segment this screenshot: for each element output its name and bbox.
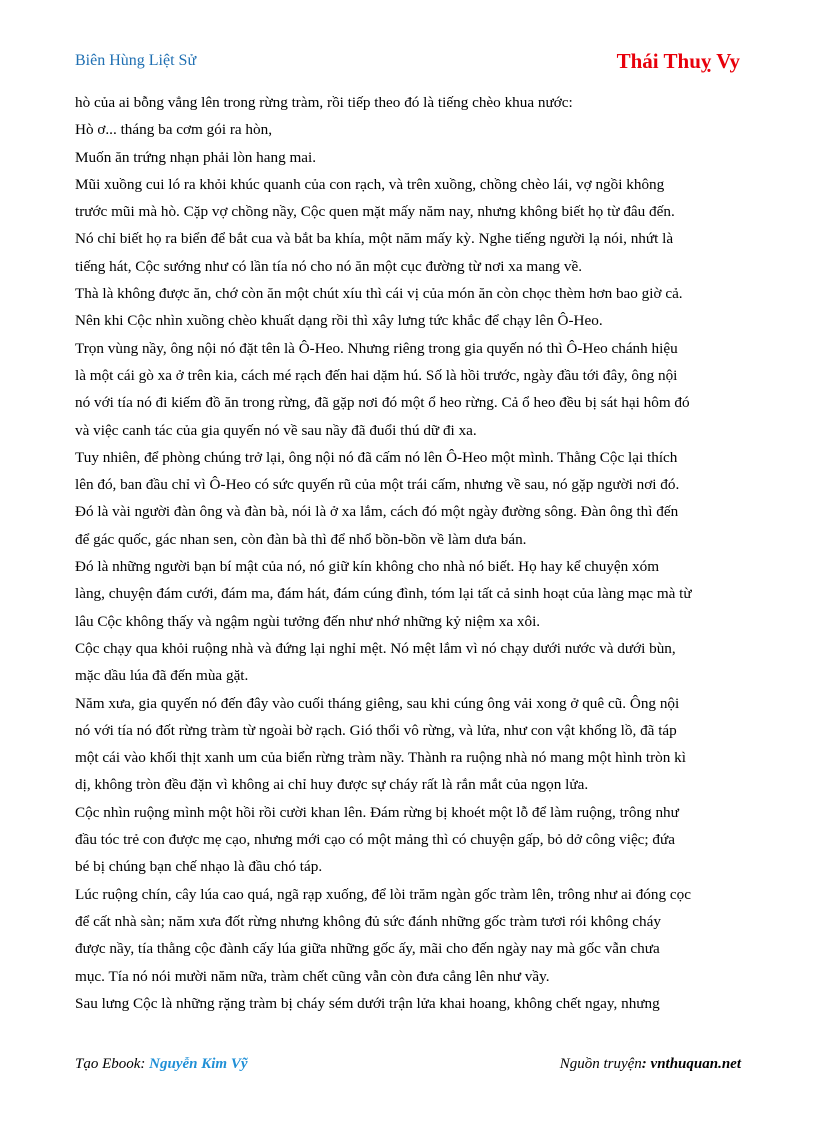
body-line: nó với tía nó đi kiếm đồ ăn trong rừng, đã gặp nơi đó một ổ heo rừng. Cả ổ heo đều bị sát hại hôm đó [75, 394, 690, 412]
body-line: Lúc ruộng chín, cây lúa cao quá, ngã rạp xuống, để lòi trăm ngàn gốc tràm lên, trông như ai đóng cọc [75, 885, 691, 903]
body-line: Đó là những người bạn bí mật của nó, nó giữ kín không cho nhà nó biết. Họ hay kể chuyện xóm [75, 558, 660, 576]
body-line: hò của ai bỗng vẳng lên trong rừng tràm, rồi tiếp theo đó là tiếng chèo khua nước: [75, 94, 573, 111]
footer-ebook-label: Tạo Ebook [75, 1056, 141, 1072]
page-body [75, 93, 745, 1021]
body-line: Mũi xuồng cui ló ra khỏi khúc quanh của con rạch, và trên xuồng, chồng chèo lái, vợ ngồi không [75, 175, 665, 193]
body-line: Sau lưng Cộc là những rặng tràm bị cháy sém dưới trận lửa khai hoang, không chết ngay, nhưng [75, 994, 660, 1012]
body-line: đầu tóc trẻ con được mẹ cạo, nhưng mới cạo có một mảng thì có chuyện gấp, bỏ dở công việc; đứa [75, 831, 676, 849]
body-line: bé bị chúng bạn chế nhạo là đầu chó táp. [75, 858, 323, 876]
body-line: mục. Tía nó nói mười năm nữa, tràm chết cũng vẫn còn đưa cẳng lên như vầy. [75, 967, 550, 985]
body-line: lên đó, ban đầu chỉ vì Ô-Heo có sức quyến rũ của một trái cấm, nhưng về sau, nó gặp người nơi đó. [75, 476, 680, 494]
body-line: Trọn vùng nầy, ông nội nó đặt tên là Ô-Heo. Nhưng riêng trong gia quyến nó thì Ô-Heo chánh hiệu [75, 339, 678, 357]
body-line: Muốn ăn trứng nhạn phải lòn hang mai. [75, 148, 317, 166]
footer-ebook-separator: : [140, 1056, 150, 1072]
body-line: Nên khi Cộc nhìn xuồng chèo khuất dạng rồi thì xây lưng tức khắc để chạy lên Ô-Heo. [75, 312, 603, 330]
body-line: làng, chuyện đám cưới, đám ma, đám hát, đám cúng đình, tóm lại tất cả sinh hoạt của làng mạc mà từ [75, 585, 692, 603]
body-line: và việc canh tác của gia quyến nó về sau nầy đã đuổi thú dữ đi xa. [75, 421, 477, 439]
body-line: Cộc chạy qua khỏi ruộng nhà và đứng lại nghỉ mệt. Nó mệt lắm vì nó chạy dưới nước và dưới bùn, [75, 639, 676, 657]
body-line: Nó chỉ biết họ ra biển để bắt cua và bắt ba khía, một năm mấy kỳ. Nghe tiếng người lạ nói, nhứt là [75, 230, 674, 248]
footer-source-separator: : [641, 1056, 651, 1072]
body-line: Cộc nhìn ruộng mình một hồi rồi cười khan lên. Đám rừng bị khoét một lỗ để làm ruộng, trông như [75, 803, 679, 821]
footer-ebook-credit [75, 1056, 248, 1073]
body-line: mặc dầu lúa đã đến mùa gặt. [75, 667, 249, 685]
body-line: Đó là vài người đàn ông và đàn bà, nói là ở xa lắm, cách đó một ngày đường sông. Đàn ông thì đến [75, 503, 679, 521]
body-line: Năm xưa, gia quyến nó đến đây vào cuối tháng giêng, sau khi cúng ông vải xong ở quê cũ. Ông nội [75, 694, 680, 712]
body-line: Thà là không được ăn, chớ còn ăn một chút xíu thì cái vị của món ăn còn chọc thèm hơn bao giờ cả. [75, 285, 683, 303]
body-line: được nầy, tía thằng cộc đành cấy lúa giữa những gốc ấy, mãi cho đến ngày nay mà gốc vẫn chưa [75, 940, 660, 958]
body-line: để gác quốc, gác nhan sen, còn đàn bà thì để nhổ bồn-bồn về làm dưa bán. [75, 530, 527, 548]
footer-source-site: vnthuquan.net [650, 1056, 741, 1072]
running-header-book-title: Biên Hùng Liệt Sử [75, 52, 197, 69]
body-line: lâu Cộc không thấy và ngậm ngùi tưởng đến như nhớ những kỷ niệm xa xôi. [75, 612, 541, 630]
footer-ebook-author: Nguyễn Kim Vỹ [149, 1056, 248, 1072]
body-line: một cái vào khối thịt xanh um của biển rừng tràm nầy. Thành ra ruộng nhà nó mang một hình tròn kì [75, 749, 686, 767]
body-line: nó với tía nó đốt rừng tràm từ ngoài bờ rạch. Gió thổi vô rừng, và lửa, như con vật khổng lồ, đã táp [75, 721, 677, 739]
body-line: tiếng hát, Cộc sướng như có lần tía nó cho nó ăn một cục đường từ nơi xa mang về. [75, 257, 583, 275]
footer-source-label: Nguồn truyện [559, 1056, 642, 1072]
body-line: là một cái gò xa ở trên kia, cách mé rạch đến hai dặm hú. Số là hồi trước, ngày đầu tới đây, ông nội [75, 366, 678, 384]
running-header-author: Thái Thuỵ Vy [616, 49, 740, 73]
body-line: Hò ơ... tháng ba cơm gói ra hòn, [75, 121, 273, 139]
body-line: để cất nhà sàn; năm xưa đốt rừng nhưng không đủ sức đánh những gốc tràm tươi rói không cháy [75, 912, 661, 930]
body-line: Tuy nhiên, để phòng chúng trở lại, ông nội nó đã cấm nó lên Ô-Heo một mình. Thằng Cộc lại thích [75, 448, 678, 466]
body-line: trước mũi mà hò. Cặp vợ chồng nầy, Cộc quen mặt mấy năm nay, nhưng không biết họ từ đâu đến. [75, 203, 675, 221]
footer-source-credit [560, 1056, 741, 1073]
body-line: dị, không tròn đều đặn vì không ai chỉ huy được sự cháy rất là rắn mắt của ngọn lửa. [75, 776, 589, 794]
